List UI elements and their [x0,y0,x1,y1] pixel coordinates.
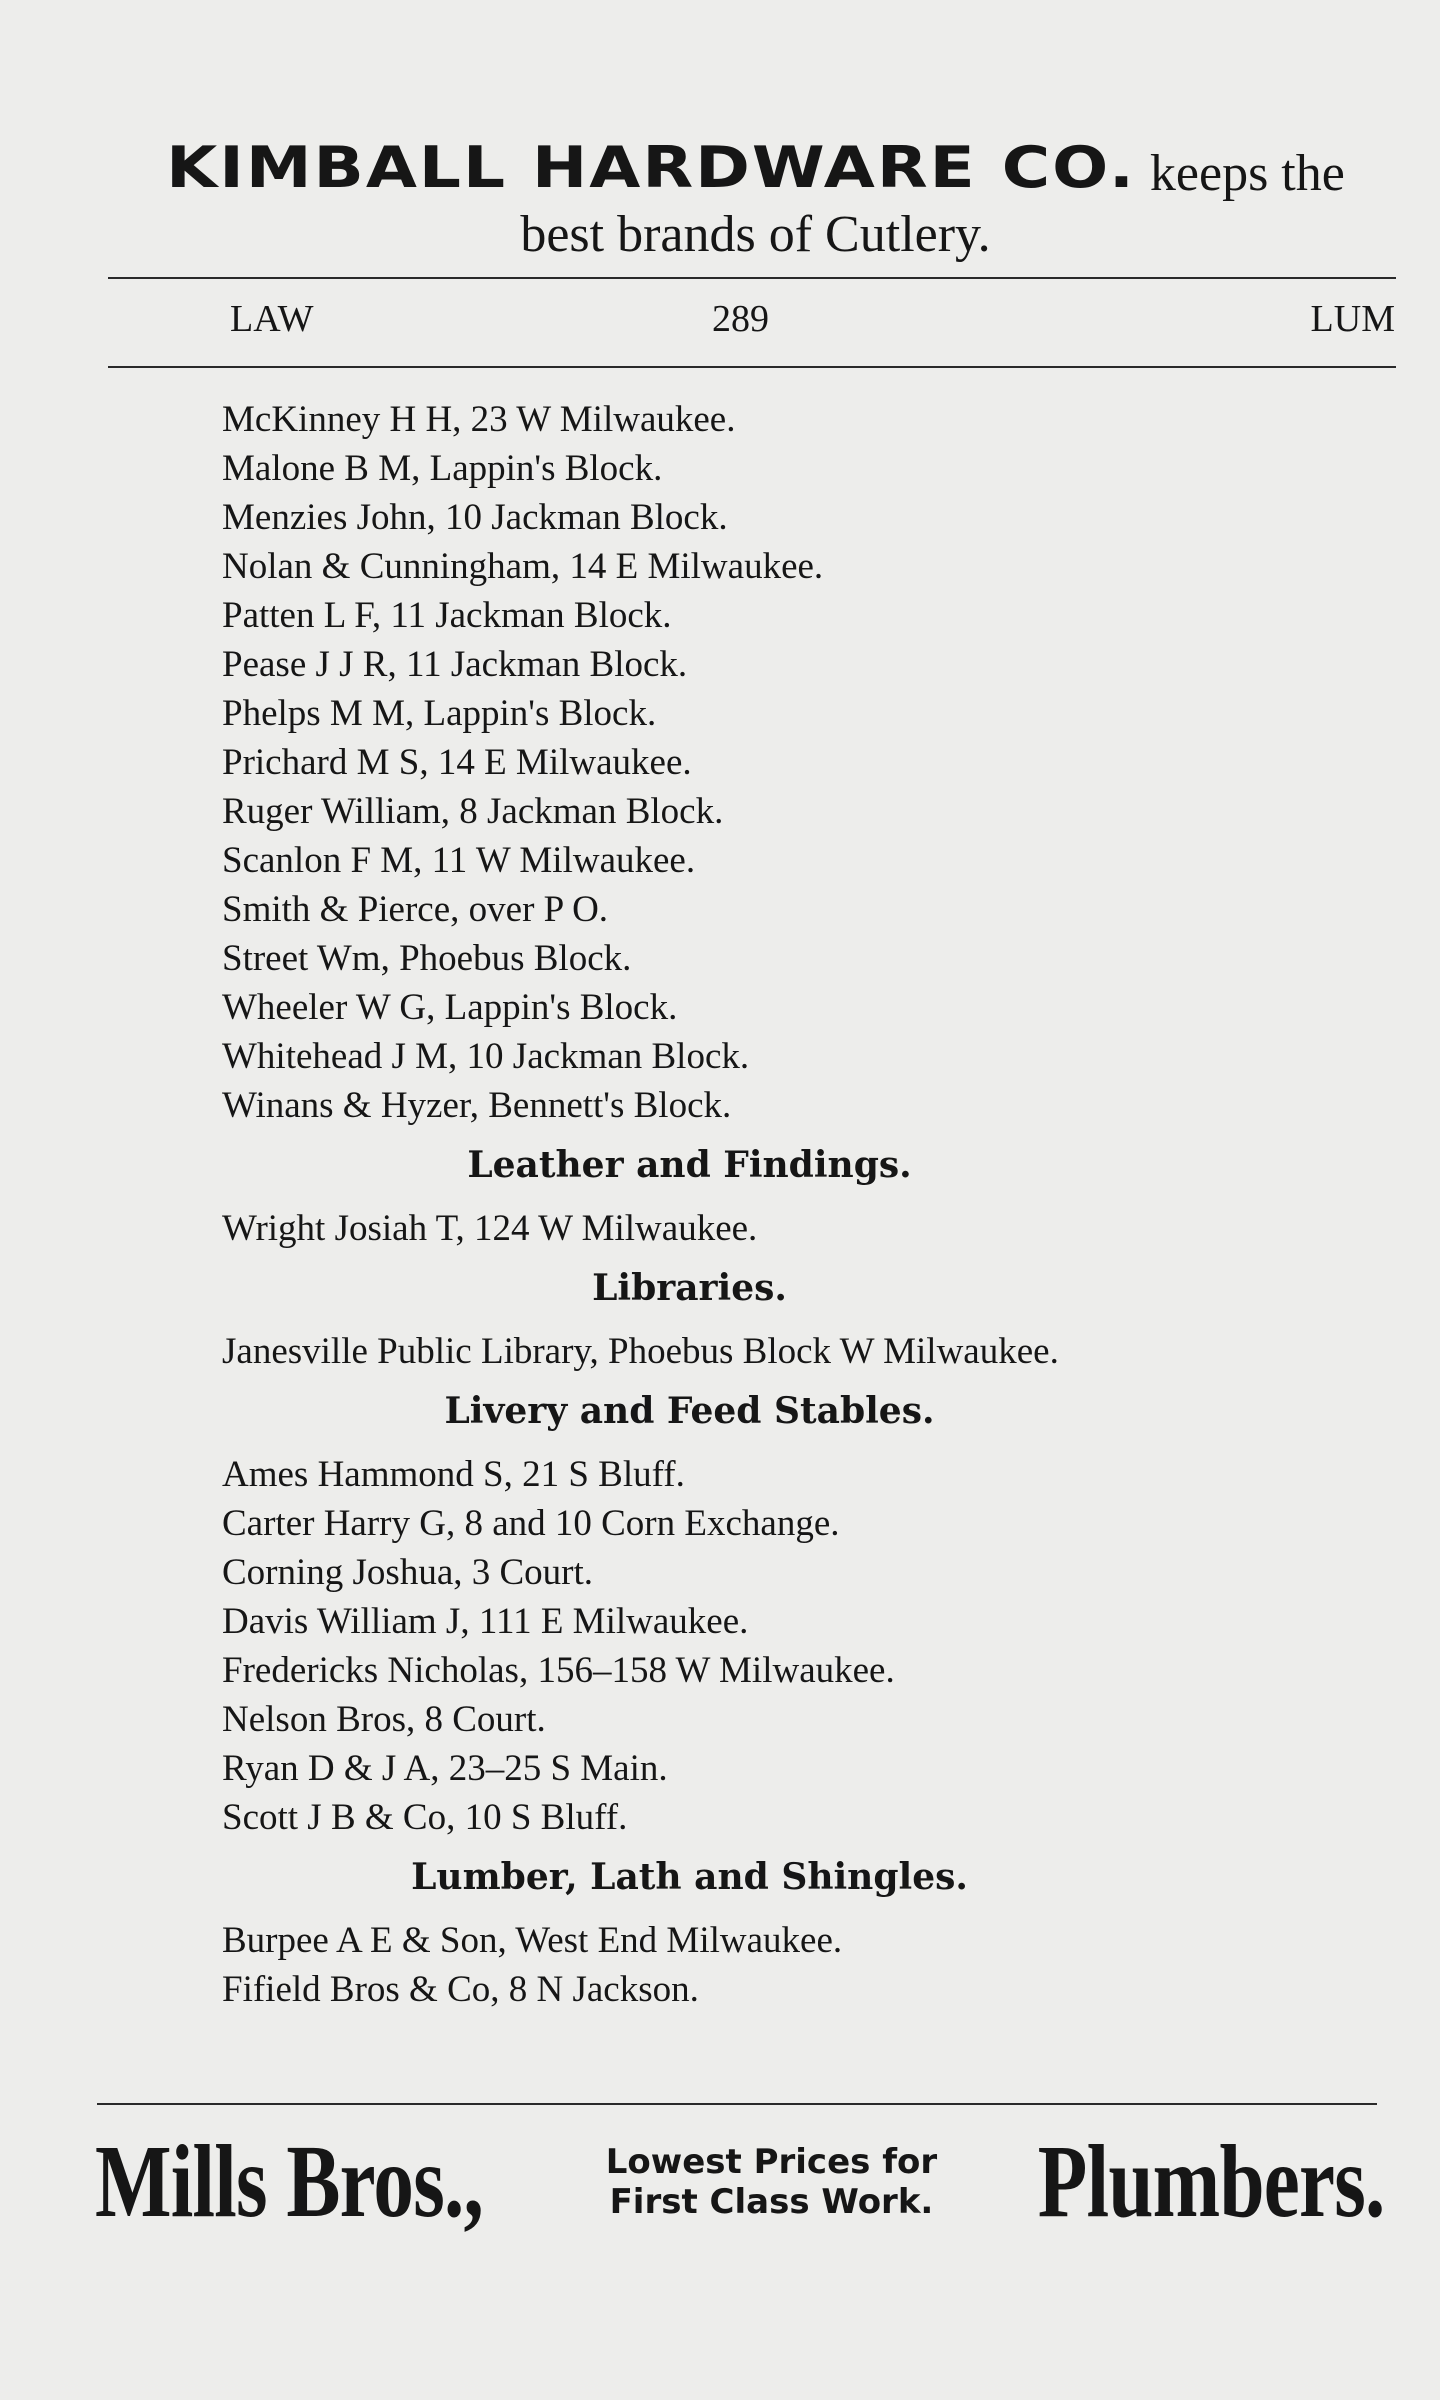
header-rule-top [108,277,1396,279]
directory-entry: Smith & Pierce, over P O. [222,889,609,930]
bottom-ad-tagline-line-2: First Class Work. [609,2182,934,2222]
directory-entry: Nolan & Cunningham, 14 E Milwaukee. [222,546,824,587]
bottom-ad-tagline-line-1: Lowest Prices for [605,2142,938,2182]
section-heading: Lumber, Lath and Shingles. [411,1856,968,1898]
directory-entry: McKinney H H, 23 W Milwaukee. [222,399,736,440]
bottom-ad-trade: Plumbers. [1038,2124,1385,2239]
footer-rule [97,2103,1377,2105]
section-heading: Libraries. [592,1267,787,1309]
top-ad-line-1 [108,135,1403,201]
directory-entry: Ryan D & J A, 23–25 S Main. [222,1748,668,1789]
directory-entry: Wright Josiah T, 124 W Milwaukee. [222,1208,758,1249]
directory-entry: Burpee A E & Son, West End Milwaukee. [222,1920,843,1961]
directory-entry: Malone B M, Lappin's Block. [222,448,663,489]
bottom-advertisement [95,2124,1385,2239]
directory-entry: Patten L F, 11 Jackman Block. [222,595,672,636]
directory-entry: Menzies John, 10 Jackman Block. [222,497,728,538]
directory-entry: Janesville Public Library, Phoebus Block W Milwaukee. [222,1331,1059,1372]
top-ad-tail: keeps the [1149,145,1345,202]
bottom-ad-tagline [606,2142,937,2222]
directory-entry: Nelson Bros, 8 Court. [222,1699,546,1740]
top-ad-brand: KIMBALL HARDWARE CO. [166,134,1136,201]
section-heading: Livery and Feed Stables. [444,1390,935,1432]
top-ad-line-2: best brands of Cutlery. [520,206,991,263]
running-header-left: LAW [230,298,314,340]
header-rule-bottom [108,366,1396,368]
directory-entry: Corning Joshua, 3 Court. [222,1552,594,1593]
directory-entry: Davis William J, 111 E Milwaukee. [222,1601,749,1642]
directory-entry: Pease J J R, 11 Jackman Block. [222,644,688,685]
directory-entry: Scanlon F M, 11 W Milwaukee. [222,840,696,881]
directory-entry: Wheeler W G, Lappin's Block. [222,987,678,1028]
bottom-ad-company: Mills Bros., [95,2124,484,2239]
directory-entry: Scott J B & Co, 10 S Bluff. [222,1797,628,1838]
directory-entry: Ruger William, 8 Jackman Block. [222,791,724,832]
directory-entry: Ames Hammond S, 21 S Bluff. [222,1454,685,1495]
section-heading: Leather and Findings. [467,1144,912,1186]
directory-entry: Prichard M S, 14 E Milwaukee. [222,742,692,783]
directory-entry: Phelps M M, Lappin's Block. [222,693,657,734]
running-header-right: LUM [1310,298,1395,340]
directory-entry: Carter Harry G, 8 and 10 Corn Exchange. [222,1503,840,1544]
top-advertisement [108,135,1403,261]
directory-entry: Winans & Hyzer, Bennett's Block. [222,1085,732,1126]
directory-listing [222,395,1322,2014]
page-number: 289 [712,298,769,340]
directory-entry: Fifield Bros & Co, 8 N Jackson. [222,1969,699,2010]
directory-entry: Whitehead J M, 10 Jackman Block. [222,1036,750,1077]
directory-entry: Street Wm, Phoebus Block. [222,938,632,979]
directory-entry: Fredericks Nicholas, 156–158 W Milwaukee. [222,1650,895,1691]
